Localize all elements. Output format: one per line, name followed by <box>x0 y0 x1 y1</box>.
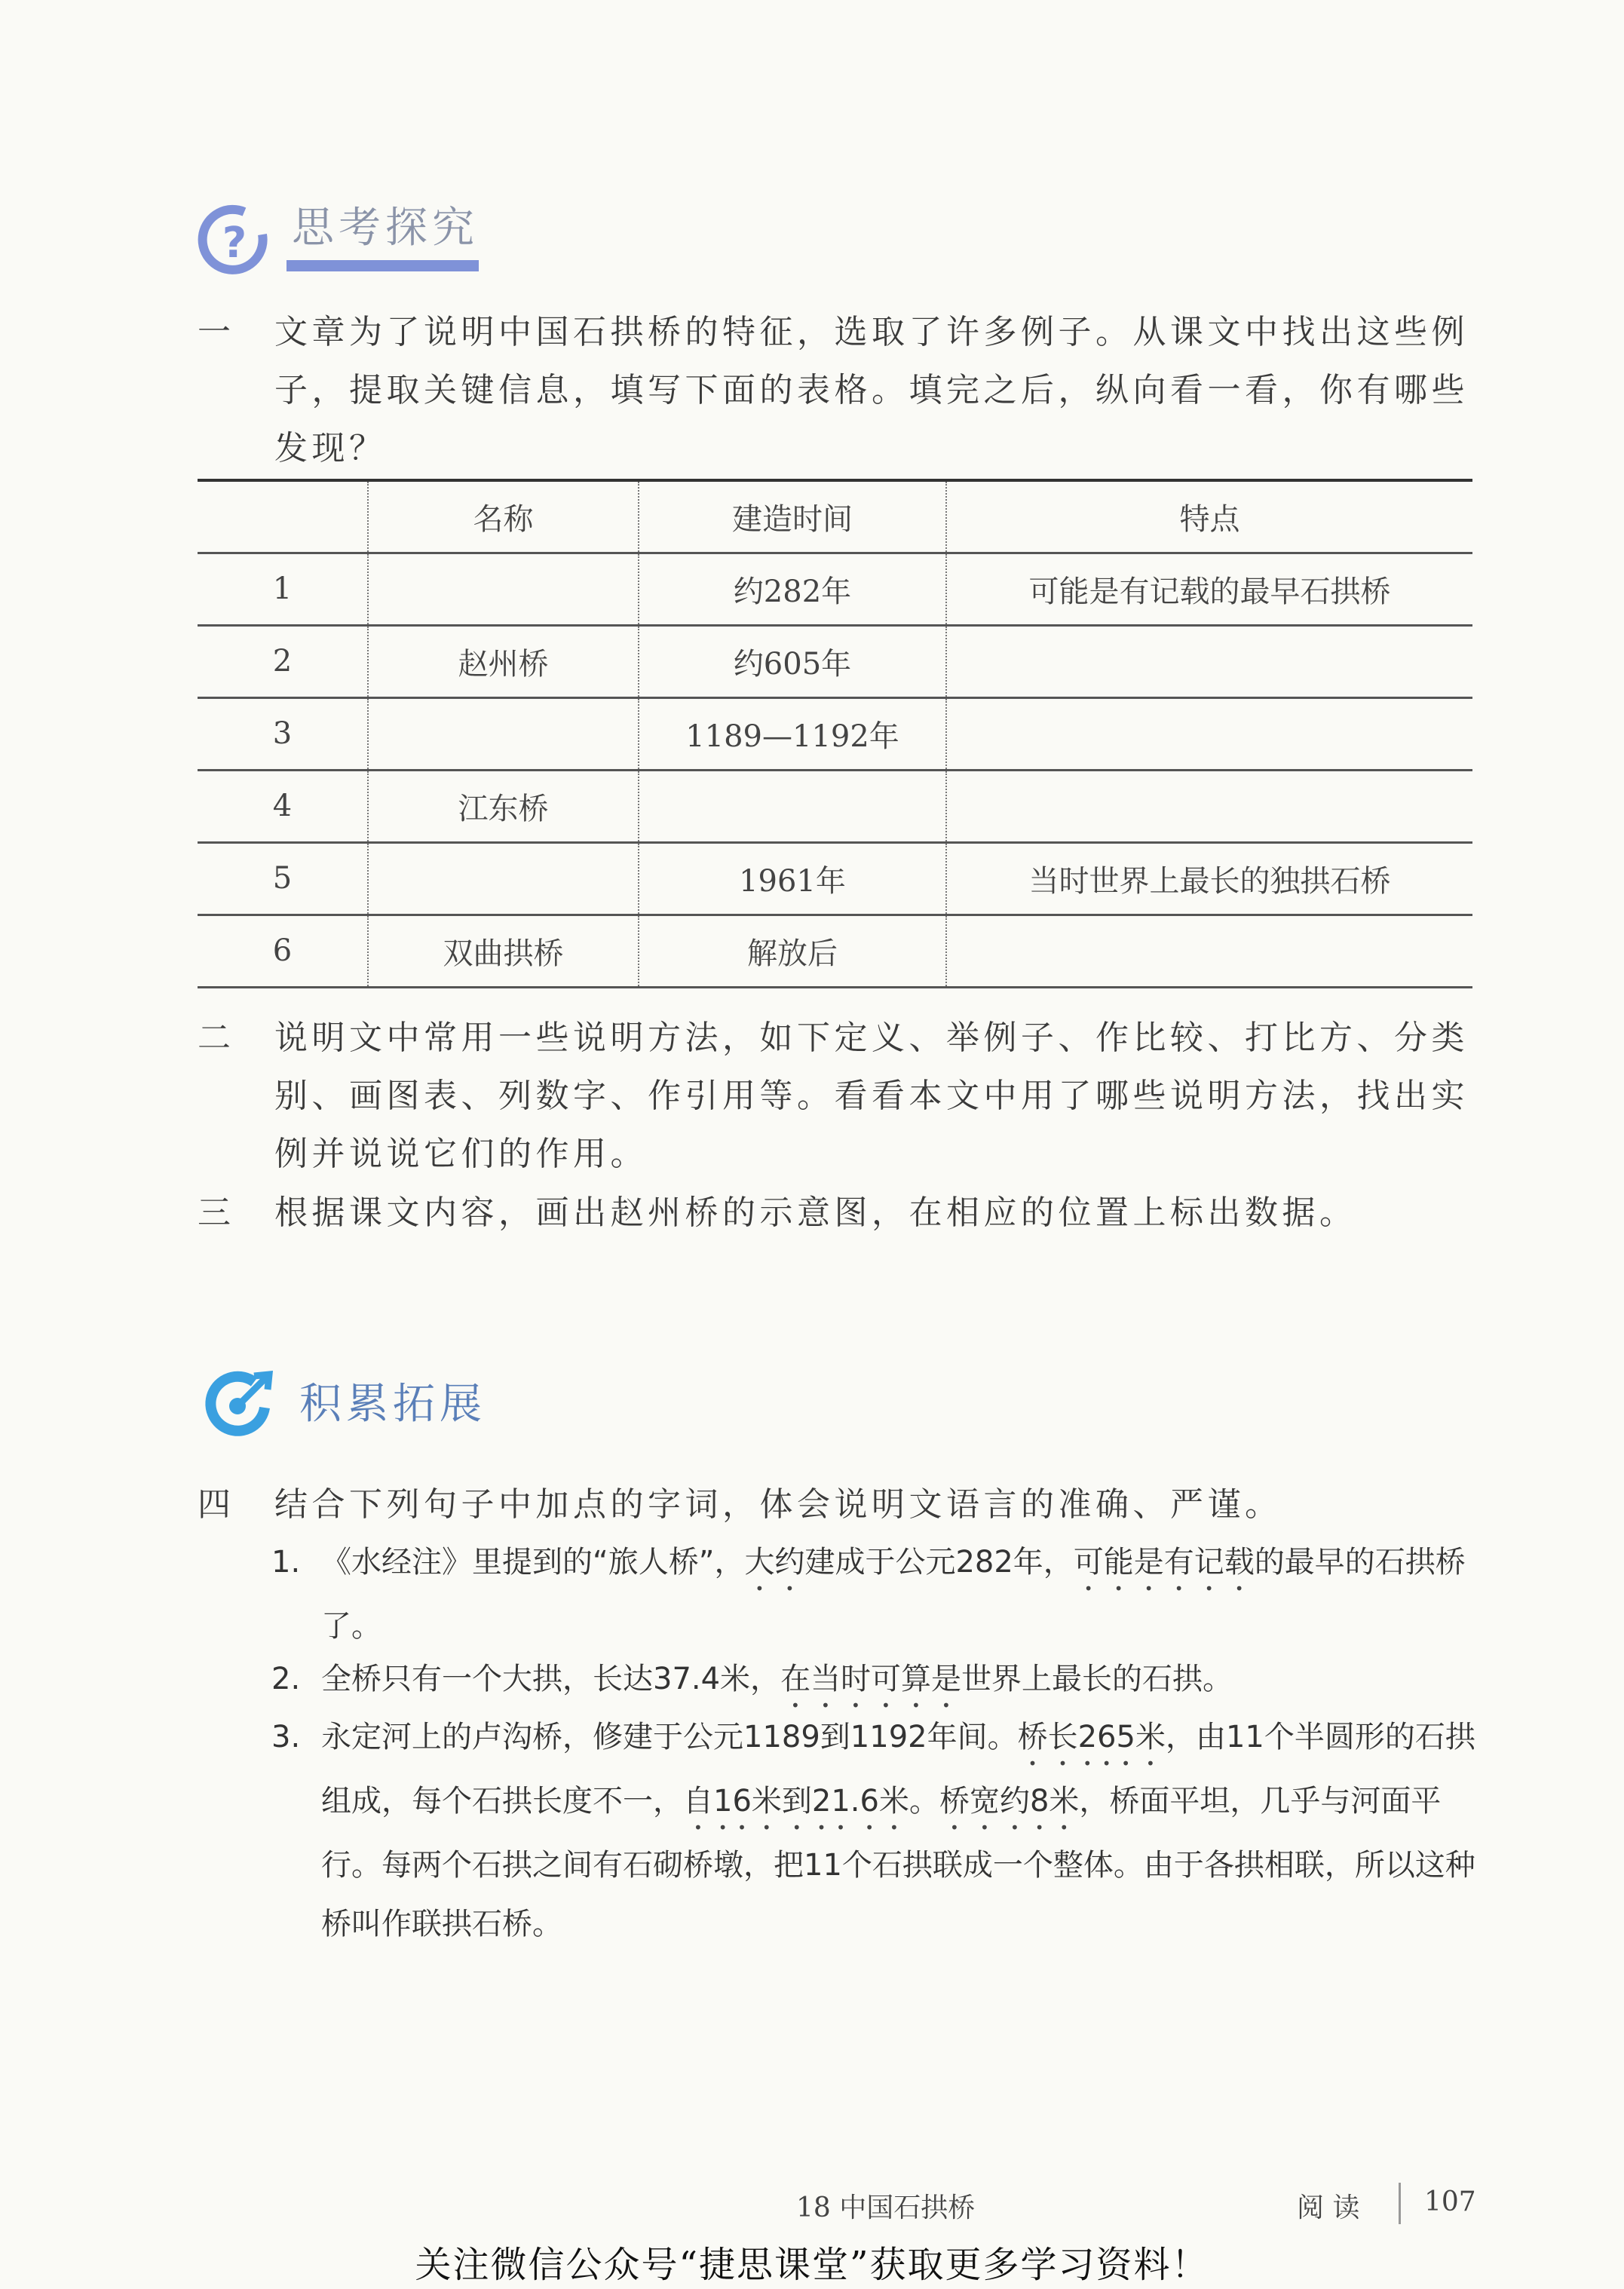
example-2: 2. 全桥只有一个大拱，长达37.4米，在当时可算是世界上最长的石拱。 <box>271 1662 1233 1696</box>
example-1: 1. 《水经注》里提到的“旅人桥”，大约建成于公元282年，可能是有记载的最早的石拱桥了。 <box>271 1545 1466 1644</box>
question-number: 二 <box>198 1019 234 1057</box>
header-cell: 建造时间 <box>639 480 946 553</box>
table-header <box>198 480 1472 553</box>
unit-footer: 阅 读 <box>1297 2192 1360 2223</box>
footer-divider <box>1399 2183 1401 2224</box>
question-number: 三 <box>198 1194 234 1232</box>
table-row: 6 双曲拱桥 解放后 <box>198 915 1472 987</box>
header-cell: 特点 <box>946 480 1472 553</box>
watermark-text: 关注微信公众号“捷思课堂”获取更多学习资料！ <box>415 2244 1209 2286</box>
table-row: 4 江东桥 <box>198 770 1472 842</box>
emphasized-word: 桥宽约8米 <box>939 1784 1080 1819</box>
lesson-footer: 18 中国石拱桥 <box>796 2192 976 2223</box>
emphasized-word: 大约 <box>744 1545 805 1580</box>
svg-text:?: ? <box>222 219 247 268</box>
header-cell <box>198 480 368 553</box>
emphasized-word: 桥长265米 <box>1017 1720 1166 1754</box>
section-title-thinking: 思考探究 <box>292 204 479 253</box>
header-cell: 名称 <box>368 480 639 553</box>
bridge-table <box>198 479 1472 988</box>
question-number: 四 <box>198 1485 234 1524</box>
example-3: 3. 永定河上的卢沟桥，修建于公元1189到1192年间。桥长265米，由11个半圆形的石拱组成，每个石拱长度不一，自16米到21.6米。桥宽约8米，桥面平坦，几乎与河面平行。每两个石拱之间有石砌桥墩，把11个石拱联成一个整体。由于各拱相联，所以这种桥叫作联拱石桥。 <box>271 1720 1475 1941</box>
question-3-text: 根据课文内容，画出赵州桥的示意图，在相应的位置上标出数据。 <box>274 1194 1357 1232</box>
expand-icon <box>201 1365 274 1439</box>
question-4-text: 结合下列句子中加点的字词，体会说明文语言的准确、严谨。 <box>274 1485 1282 1524</box>
emphasized-word: 自16米到21.6米 <box>683 1784 909 1819</box>
table-row: 3 1189—1192年 <box>198 697 1472 770</box>
question-2-text: 说明文中常用一些说明方法，如下定义、举例子、作比较、打比方、分类别、画图表、列数字、作引用等。看看本文中用了哪些说明方法，找出实例并说说它们的作用。 <box>274 1019 1469 1173</box>
question-number: 一 <box>198 313 234 351</box>
question-icon <box>198 204 271 278</box>
title-underline <box>286 260 479 271</box>
table-row: 2 赵州桥 约605年 <box>198 625 1472 697</box>
page-number: 107 <box>1424 2186 1476 2217</box>
table-row: 5 1961年 当时世界上最长的独拱石桥 <box>198 842 1472 915</box>
question-1-text: 文章为了说明中国石拱桥的特征，选取了许多例子。从课文中找出这些例子，提取关键信息，填写下面的表格。填完之后，纵向看一看，你有哪些发现？ <box>274 313 1469 467</box>
emphasized-word: 可能是有记载 <box>1073 1545 1255 1580</box>
emphasized-word: 在当时可算是 <box>780 1662 962 1696</box>
table-row: 1 约282年 可能是有记载的最早石拱桥 <box>198 553 1472 625</box>
section-title-accumulate: 积累拓展 <box>299 1380 486 1429</box>
